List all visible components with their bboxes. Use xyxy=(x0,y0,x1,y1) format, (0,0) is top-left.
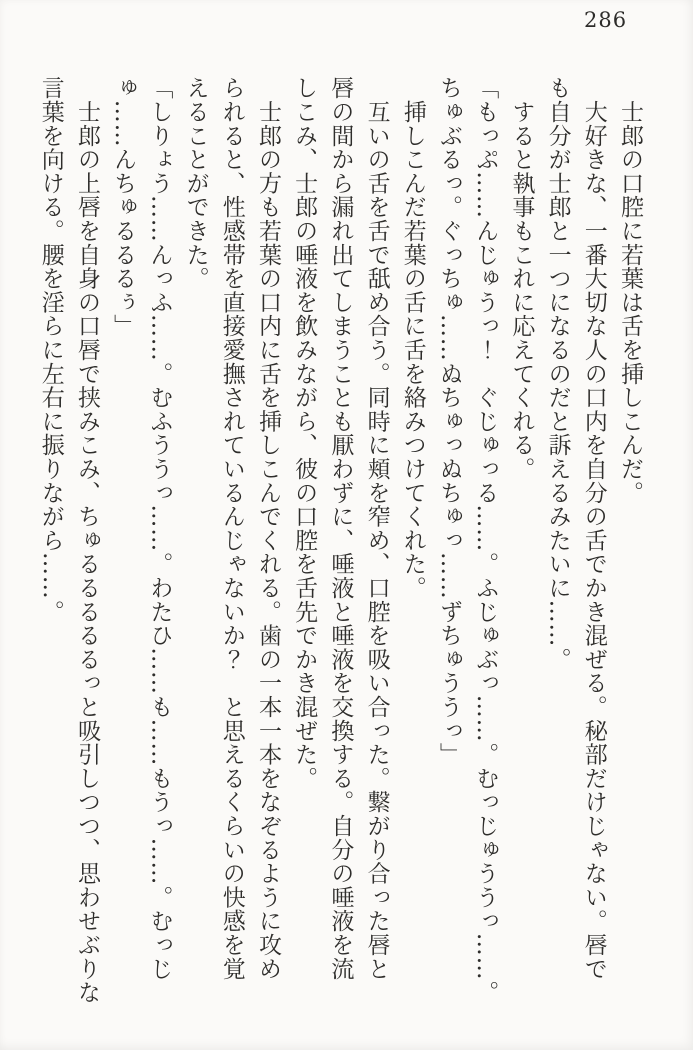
page-text xyxy=(30,76,648,1024)
text-line: えることができた。 xyxy=(182,76,209,291)
text-line: ちゅぶるっ。ぐっちゅ……ぬちゅっぬちゅっ……ずちゅううっ」 xyxy=(435,76,462,767)
page-number: 286 xyxy=(584,8,628,32)
text-line: 「しりょう……んっふ……。むふううっ……。わたひ……も……もうっ……。むっじ xyxy=(146,76,173,981)
text-line: 士郎の口腔に若葉は舌を挿しこんだ。 xyxy=(617,76,643,505)
text-line: られると、性感帯を直接愛撫されているんじゃないか？ と思えるくらいの快感を覚 xyxy=(218,76,245,981)
text-line: 言葉を向ける。腰を淫らに左右に振りながら……。 xyxy=(37,76,64,624)
text-line: 「もっぷ……んじゅうっ！ ぐじゅっる……。ふじゅぶっ……。むっじゅううっ……。 xyxy=(472,76,499,1005)
text-line: 士郎の上唇を自身の口唇で挟みこみ、ちゅるるるるるっと吸引しつつ、思わせぶりな xyxy=(73,76,100,1005)
text-line: も自分が士郎と一つになるのだと訴えるみたいに……。 xyxy=(544,76,571,671)
text-line: 唇の間から漏れ出てしまうことも厭わずに、唾液と唾液を交換する。自分の唾液を流 xyxy=(327,76,354,981)
text-line: ゅ……んちゅるるるぅ」 xyxy=(110,76,137,338)
text-line: 挿しこんだ若葉の舌に舌を絡みつけてくれた。 xyxy=(399,76,426,600)
text-line: 互いの舌を舌で舐め合う。同時に頬を窄め、口腔を吸い合った。繋がり合った唇と xyxy=(363,76,390,981)
text-line: すると執事もこれに応えてくれる。 xyxy=(508,76,535,481)
text-line: 大好きな、一番大切な人の口内を自分の舌でかき混ぜる。秘部だけじゃない。唇で xyxy=(580,76,607,981)
text-line: しこみ、士郎の唾液を飲みながら、彼の口腔を舌先でかき混ぜた。 xyxy=(291,76,318,790)
text-line: 士郎の方も若葉の口内に舌を挿しこんでくれる。歯の一本一本をなぞるように攻め xyxy=(254,76,281,981)
